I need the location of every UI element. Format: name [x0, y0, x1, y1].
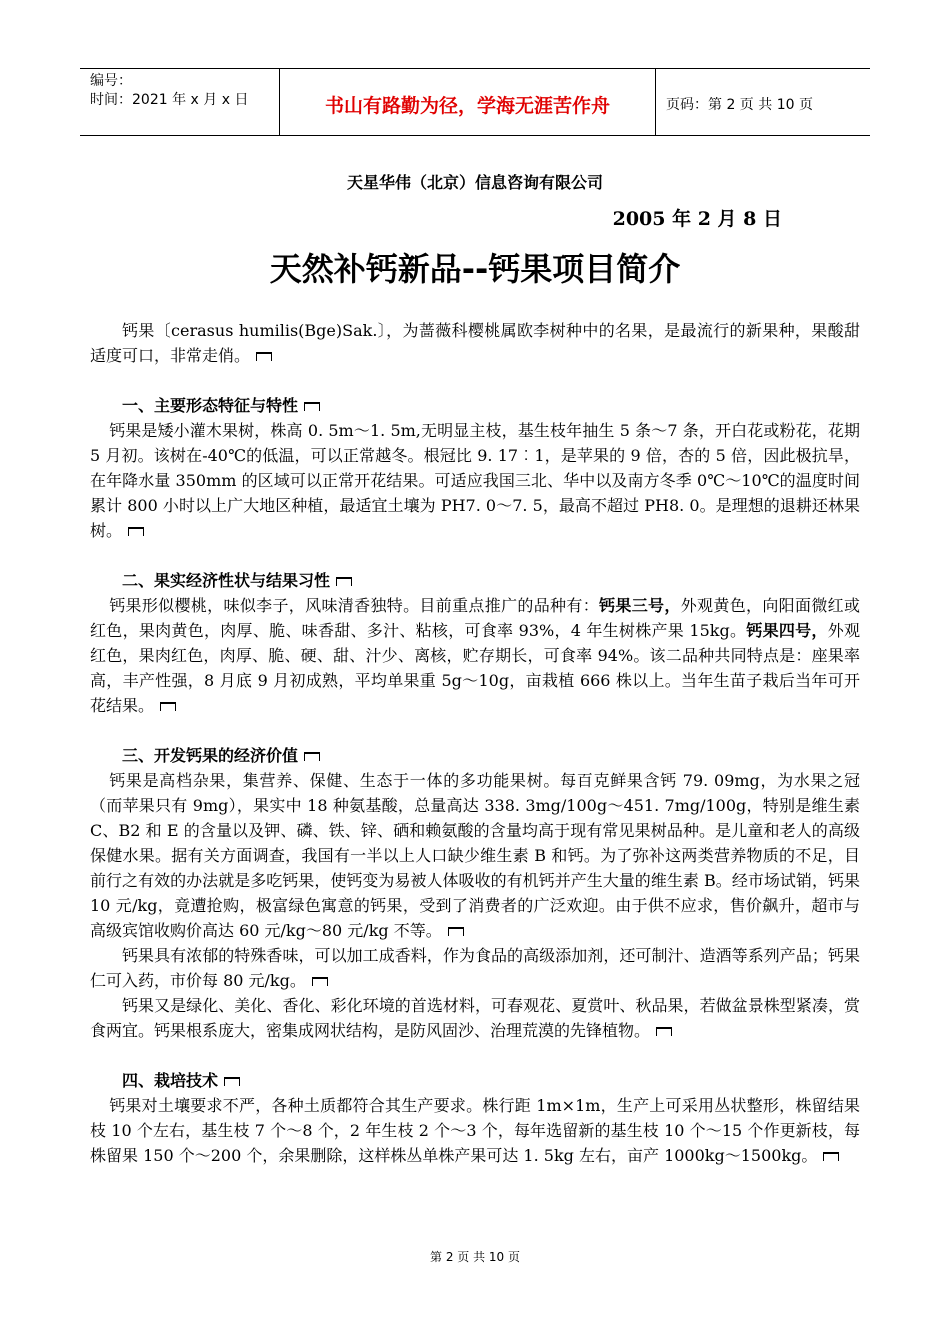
paragraph-mark-icon — [224, 1077, 240, 1086]
header-motto: 书山有路勤为径，学海无涯苦作舟 — [280, 69, 656, 135]
section-3-paragraph-2: 钙果具有浓郁的特殊香味，可以加工成香料，作为食品的高级添加剂，还可制汁、造酒等系列产品；钙果仁可入药，市价每 80 元/kg。 — [90, 946, 860, 990]
header-page-info: 页码：第 2 页 共 10 页 — [666, 97, 813, 113]
paragraph-mark-icon — [160, 702, 176, 711]
paragraph-mark-icon — [656, 1027, 672, 1036]
paragraph-mark-icon — [823, 1152, 839, 1161]
header-meta — [80, 69, 280, 135]
document-body — [90, 318, 860, 1168]
header-number: 编号： — [90, 73, 132, 89]
section-3-paragraph-3: 钙果又是绿化、美化、香化、彩化环境的首选材料，可春观花、夏赏叶、秋品果，若做盆景株型紧凑，赏食两宜。钙果根系庞大，密集成网状结构，是防风固沙、治理荒漠的先锋植物。 — [90, 996, 860, 1040]
section-heading-4: 四、栽培技术 — [90, 1068, 860, 1093]
paragraph-mark-icon — [336, 577, 352, 586]
section-heading-3: 三、开发钙果的经济价值 — [90, 743, 860, 768]
page-footer: 第 2 页 共 10 页 — [430, 1250, 520, 1264]
intro-paragraph: 钙果〔cerasus humilis(Bge)Sak.〕，为蔷薇科樱桃属欧李树种中的名果，是最流行的新果种，果酸甜适度可口，非常走俏。 — [90, 321, 860, 365]
paragraph-mark-icon — [448, 927, 464, 936]
variety-three: 钙果三号， — [599, 596, 681, 615]
header-time: 时间：2021 年 x 月 x 日 — [90, 92, 249, 108]
section-2-paragraph: 钙果形似樱桃，味似李子，风味清香独特。目前重点推广的品种有：钙果三号，外观黄色，向阳面微红或红色，果肉黄色，肉厚、脆、味香甜、多汁、粘核，可食率 93%，4 年生树株产果 15kg。钙果四号，外观红色，果肉红色，肉厚、脆、硬、甜、汁少、离核，贮存期长，可食率 94%。该二品种共同特点是：座果率高，丰产性强，8 月底 9 月初成熟，平均单果重 5g～10g，亩栽植 666 株以上。当年生苗子栽后当年可开花结果。 — [90, 596, 860, 715]
section-4-paragraph: 钙果对土壤要求不严，各种土质都符合其生产要求。株行距 1m×1m，生产上可采用丛状整形，株留结果枝 10 个左右，基生枝 7 个～8 个，2 年生枝 2 个～3 个，每年选留新的基生枝 10 个～15 个作更新枝，每株留果 150 个～200 个，余果删除，这样株丛单株产果可达 1. 5kg 左右，亩产 1000kg～1500kg。 — [90, 1096, 860, 1165]
document-date: 2005 年 2 月 8 日 — [612, 208, 782, 230]
section-1-paragraph: 钙果是矮小灌木果树，株高 0. 5m～1. 5m,无明显主枝，基生枝年抽生 5 条～7 条，开白花或粉花，花期 5 月初。该树在-40℃的低温，可以正常越冬。根冠比 9. 17︰1，是苹果的 9 倍，杏的 5 倍，因此极抗旱，在年降水量 350mm 的区域可以正常开花结果。可适应我国三北、华中以及南方冬季 0℃～10℃的温度时间累计 800 小时以上广大地区种植，最适宜土壤为 PH7. 0～7. 5，最高不超过 PH8. 0。是理想的退耕还林果树。 — [90, 421, 860, 540]
section-3-paragraph-1: 钙果是高档杂果，集营养、保健、生态于一体的多功能果树。每百克鲜果含钙 79. 09mg，为水果之冠（而苹果只有 9mg），果实中 18 种氨基酸，总量高达 338. 3mg/100g～451. 7mg/100g，特别是维生素 C、B2 和 E 的含量以及钾、磷、铁、锌、硒和赖氨酸的含量均高于现有常见果树品种。是儿童和老人的高级保健水果。据有关方面调查，我国有一半以上人口缺少维生素 B 和钙。为了弥补这两类营养物质的不足，目前行之有效的办法就是多吃钙果，使钙变为易被人体吸收的有机钙并产生大量的维生素 B。经市场试销，钙果 10 元/kg，竟遭抢购，极富绿色寓意的钙果，受到了消费者的广泛欢迎。由于供不应求，售价飙升，超市与高级宾馆收购价高达 60 元/kg～80 元/kg 不等。 — [90, 771, 860, 940]
company-name: 天星华伟（北京）信息咨询有限公司 — [346, 173, 603, 192]
section-heading-1: 一、主要形态特征与特性 — [90, 393, 860, 418]
variety-four: 钙果四号， — [746, 621, 828, 640]
paragraph-mark-icon — [304, 752, 320, 761]
paragraph-mark-icon — [304, 402, 320, 411]
paragraph-mark-icon — [256, 352, 272, 361]
paragraph-mark-icon — [312, 977, 328, 986]
document-title: 天然补钙新品--钙果项目简介 — [269, 250, 681, 288]
section-heading-2: 二、果实经济性状与结果习性 — [90, 568, 860, 593]
paragraph-mark-icon — [128, 527, 144, 536]
page-header — [80, 68, 870, 136]
